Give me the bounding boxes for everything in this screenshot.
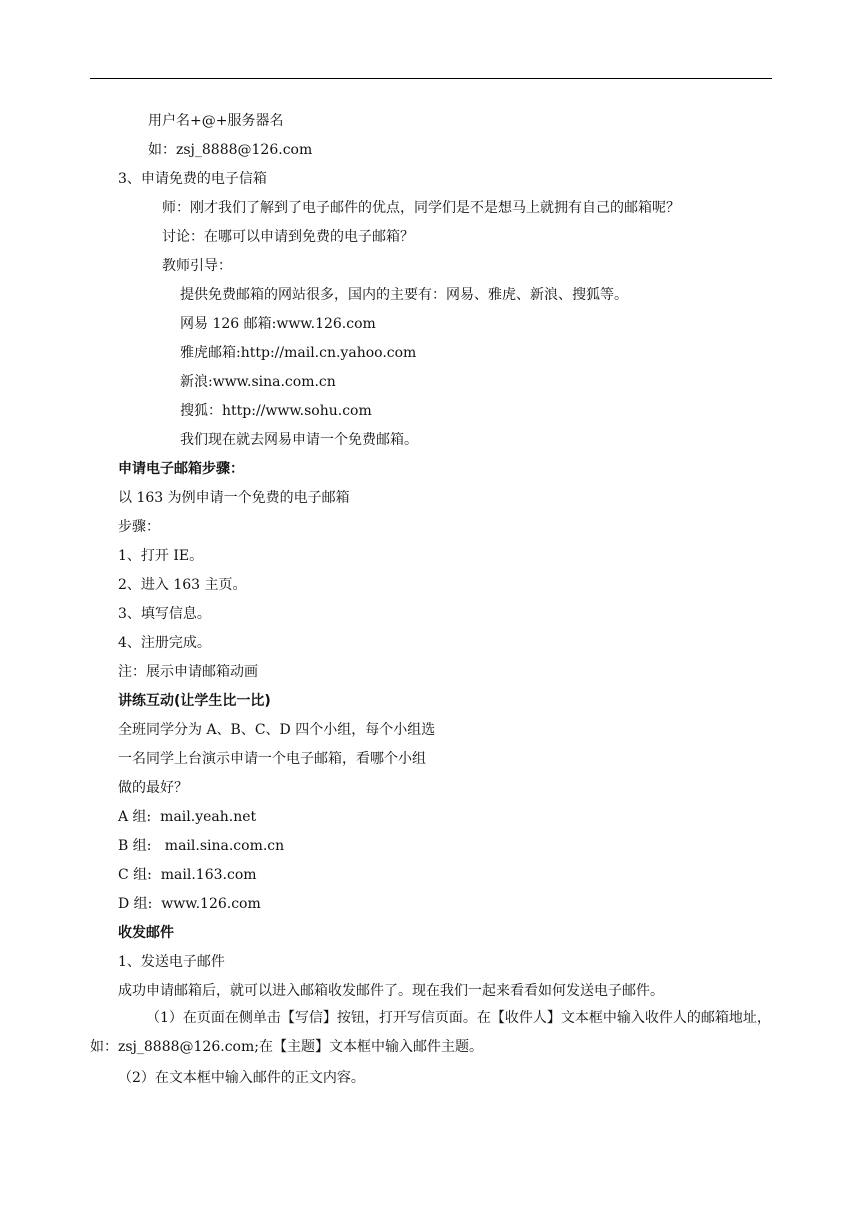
teacher-question-line: 师：刚才我们了解到了电子邮件的优点，同学们是不是想马上就拥有自己的邮箱呢？ bbox=[162, 200, 680, 216]
note-line: 注：展示申请邮箱动画 bbox=[118, 664, 258, 680]
step-1-line: 1、打开 IE。 bbox=[118, 548, 204, 564]
email-example-line: 如：zsj_8888@126.com bbox=[148, 142, 313, 158]
discussion-line: 讨论：在哪可以申请到免费的电子邮箱？ bbox=[162, 229, 414, 245]
go-apply-line: 我们现在就去网易申请一个免费邮箱。 bbox=[180, 432, 418, 448]
groups-intro-line-2: 一名同学上台演示申请一个电子邮箱，看哪个小组 bbox=[118, 751, 426, 767]
interactive-practice-heading: 讲练互动(让学生比一比) bbox=[118, 693, 271, 709]
steps-heading: 申请电子邮箱步骤： bbox=[118, 461, 244, 477]
example-163-line: 以 163 为例申请一个免费的电子邮箱 bbox=[118, 490, 350, 506]
step-4-line: 4、注册完成。 bbox=[118, 635, 211, 651]
teacher-guide-label: 教师引导： bbox=[162, 258, 232, 274]
send-email-intro-line: 成功申请邮箱后，就可以进入邮箱收发邮件了。现在我们一起来看看如何发送电子邮件。 bbox=[118, 983, 664, 999]
step-2-line: 2、进入 163 主页。 bbox=[118, 577, 247, 593]
group-c-line: C 组: mail.163.com bbox=[118, 867, 257, 883]
provider-netease-line: 网易 126 邮箱:www.126.com bbox=[180, 316, 376, 332]
groups-intro-line-1: 全班同学分为 A、B、C、D 四个小组，每个小组选 bbox=[118, 722, 436, 738]
providers-intro-line: 提供免费邮箱的网站很多，国内的主要有：网易、雅虎、新浪、搜狐等。 bbox=[180, 287, 628, 303]
provider-yahoo-line: 雅虎邮箱:http://mail.cn.yahoo.com bbox=[180, 345, 417, 361]
enter-body-instruction-line: （2）在文本框中输入邮件的正文内容。 bbox=[118, 1070, 365, 1086]
group-a-line: A 组: mail.yeah.net bbox=[118, 809, 257, 825]
group-b-line: B 组: mail.sina.com.cn bbox=[118, 838, 285, 854]
step-3-line: 3、填写信息。 bbox=[118, 606, 211, 622]
section-heading-apply-free-mailbox: 3、申请免费的电子信箱 bbox=[118, 171, 267, 187]
provider-sohu-line: 搜狐：http://www.sohu.com bbox=[180, 403, 372, 419]
steps-label: 步骤： bbox=[118, 519, 160, 535]
groups-intro-line-3: 做的最好？ bbox=[118, 780, 188, 796]
header-rule bbox=[90, 78, 772, 79]
send-email-subheading: 1、发送电子邮件 bbox=[118, 954, 225, 970]
send-receive-heading: 收发邮件 bbox=[118, 925, 174, 941]
group-d-line: D 组: www.126.com bbox=[118, 896, 261, 912]
provider-sina-line: 新浪:www.sina.com.cn bbox=[180, 374, 336, 390]
write-letter-instruction-paragraph: （1）在页面在侧单击【写信】按钮，打开写信页面。在【收件人】文本框中输入收件人的邮箱地址，如：zsj_8888@126.com;在【主题】文本框中输入邮件主题。 bbox=[90, 1010, 771, 1055]
username-format-line: 用户名+@+服务器名 bbox=[148, 113, 284, 129]
